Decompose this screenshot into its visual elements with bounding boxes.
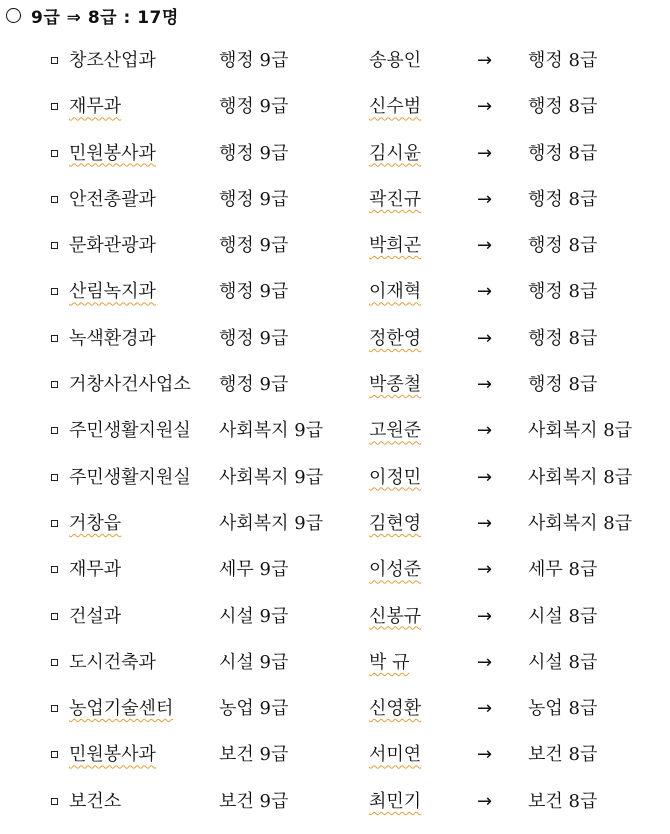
list-item [0,686,670,732]
current-grade-cell: 행정 9급 [219,235,289,257]
list-item [0,177,670,223]
current-grade-cell: 행정 9급 [219,96,289,118]
current-grade-cell: 시설 9급 [219,605,289,627]
department-cell: 보건소 [69,790,122,812]
current-grade-cell: 사회복지 9급 [219,512,324,534]
list-item [0,547,670,593]
name-cell: 박희곤 [369,235,422,257]
square-bullet-icon [51,705,58,712]
square-bullet-icon [51,474,58,481]
new-grade-cell: 행정 8급 [528,188,598,210]
list-item [0,269,670,315]
name-cell: 고원준 [369,420,422,442]
name-cell: 서미연 [369,744,422,766]
department-cell: 안전총괄과 [69,188,156,210]
list-item [0,38,670,84]
name-cell: 송용인 [369,50,422,71]
promotion-list [0,38,670,825]
new-grade-cell: 사회복지 8급 [528,512,633,534]
name-cell: 신수범 [369,96,422,118]
current-grade-cell: 행정 9급 [219,374,289,396]
square-bullet-icon [51,520,58,527]
name-cell: 김현영 [369,512,422,534]
new-grade-cell: 행정 8급 [528,235,598,257]
department-cell: 문화관광과 [69,235,156,257]
new-grade-cell: 행정 8급 [528,374,598,396]
square-bullet-icon [51,798,58,805]
arrow-icon: → [477,559,493,581]
square-bullet-icon [51,150,58,157]
list-item [0,732,670,778]
department-cell: 재무과 [69,96,122,118]
arrow-icon: → [477,235,493,257]
current-grade-cell: 사회복지 9급 [219,420,324,442]
current-grade-cell: 시설 9급 [219,651,289,673]
new-grade-cell: 행정 8급 [528,96,598,118]
list-item [0,316,670,362]
list-item [0,223,670,269]
current-grade-cell: 행정 9급 [219,281,289,303]
square-bullet-icon [51,381,58,388]
current-grade-cell: 보건 9급 [219,790,289,812]
section-header [6,2,179,28]
new-grade-cell: 행정 8급 [528,50,598,71]
list-item [0,362,670,408]
square-bullet-icon [51,613,58,620]
list-item [0,594,670,640]
current-grade-cell: 행정 9급 [219,50,289,71]
name-cell: 정한영 [369,327,422,349]
department-cell: 창조산업과 [69,50,156,71]
new-grade-cell: 시설 8급 [528,605,598,627]
current-grade-cell: 보건 9급 [219,744,289,766]
list-item [0,84,670,130]
list-item [0,779,670,825]
arrow-icon: → [477,420,493,442]
arrow-icon: → [477,466,493,488]
current-grade-cell: 행정 9급 [219,142,289,164]
department-cell: 도시건축과 [69,651,156,673]
square-bullet-icon [51,288,58,295]
arrow-icon: → [477,281,493,303]
arrow-icon: → [477,188,493,210]
name-cell: 이정민 [369,466,422,488]
new-grade-cell: 행정 8급 [528,281,598,303]
section-title: 9급 ⇒ 8급 : 17명 [31,7,179,28]
department-cell: 녹색환경과 [69,327,156,349]
current-grade-cell: 농업 9급 [219,698,289,720]
new-grade-cell: 사회복지 8급 [528,466,633,488]
name-cell: 박종철 [369,374,422,396]
department-cell: 재무과 [69,559,122,581]
department-cell: 거창읍 [69,512,122,534]
department-cell: 주민생활지원실 [69,420,191,442]
list-item [0,455,670,501]
arrow-icon: → [477,96,493,118]
new-grade-cell: 세무 8급 [528,559,598,581]
name-cell: 최민기 [369,790,422,812]
square-bullet-icon [51,335,58,342]
name-cell: 곽진규 [369,188,422,210]
name-cell: 신봉규 [369,605,422,627]
arrow-icon: → [477,744,493,766]
department-cell: 민원봉사과 [69,142,156,164]
arrow-icon: → [477,512,493,534]
current-grade-cell: 세무 9급 [219,559,289,581]
list-item [0,131,670,177]
new-grade-cell: 농업 8급 [528,698,598,720]
department-cell: 주민생활지원실 [69,466,191,488]
square-bullet-icon [51,57,58,64]
square-bullet-icon [51,566,58,573]
arrow-icon: → [477,605,493,627]
new-grade-cell: 행정 8급 [528,327,598,349]
name-cell: 신영환 [369,698,422,720]
square-bullet-icon [51,751,58,758]
department-cell: 농업기술센터 [69,698,174,720]
list-item [0,501,670,547]
arrow-icon: → [477,651,493,673]
arrow-icon: → [477,698,493,720]
name-cell: 이재혁 [369,281,422,303]
square-bullet-icon [51,427,58,434]
current-grade-cell: 행정 9급 [219,327,289,349]
arrow-icon: → [477,327,493,349]
new-grade-cell: 행정 8급 [528,142,598,164]
name-cell: 김시윤 [369,142,422,164]
department-cell: 민원봉사과 [69,744,156,766]
circle-icon [6,8,21,23]
arrow-icon: → [477,50,493,71]
square-bullet-icon [51,196,58,203]
current-grade-cell: 사회복지 9급 [219,466,324,488]
list-item [0,640,670,686]
new-grade-cell: 시설 8급 [528,651,598,673]
new-grade-cell: 보건 8급 [528,790,598,812]
current-grade-cell: 행정 9급 [219,188,289,210]
name-cell: 박 규 [369,651,410,673]
arrow-icon: → [477,142,493,164]
square-bullet-icon [51,659,58,666]
department-cell: 건설과 [69,605,122,627]
arrow-icon: → [477,790,493,812]
list-item [0,408,670,454]
department-cell: 거창사건사업소 [69,374,191,396]
new-grade-cell: 보건 8급 [528,744,598,766]
square-bullet-icon [51,242,58,249]
department-cell: 산림녹지과 [69,281,156,303]
name-cell: 이성준 [369,559,422,581]
square-bullet-icon [51,103,58,110]
arrow-icon: → [477,374,493,396]
new-grade-cell: 사회복지 8급 [528,420,633,442]
